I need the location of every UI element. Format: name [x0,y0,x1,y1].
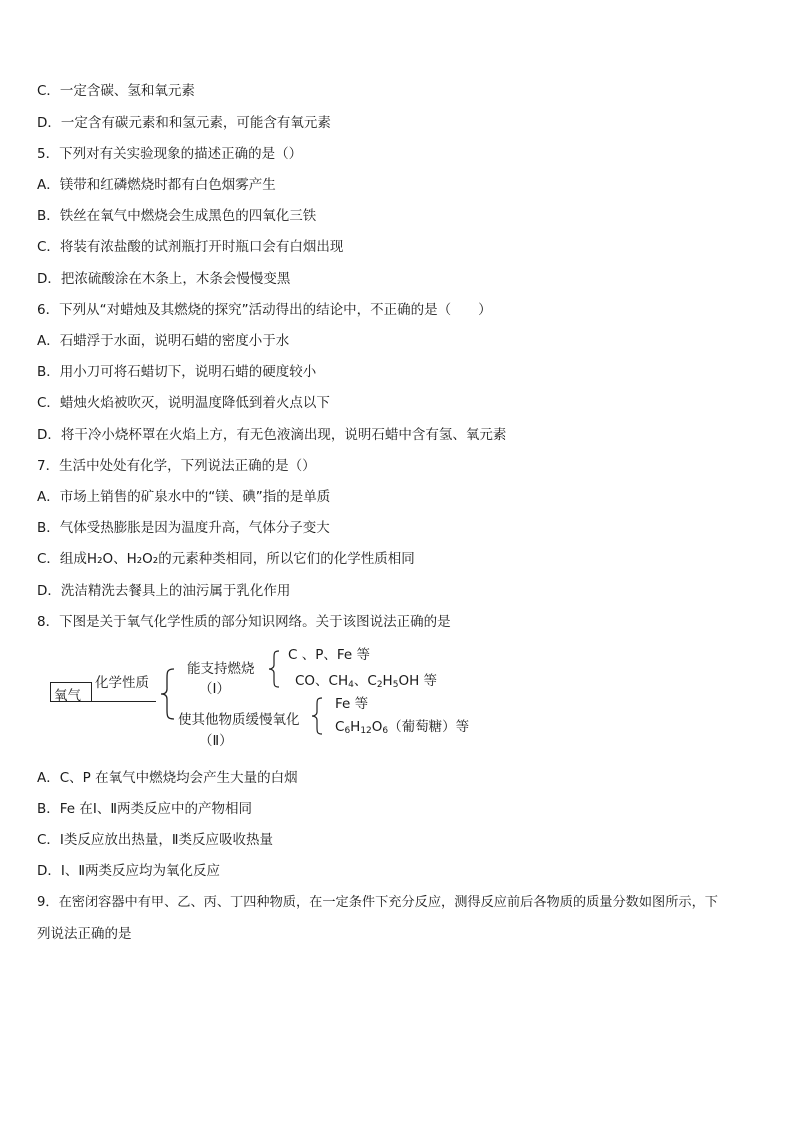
option-c-q8: C．Ⅰ类反应放出热量，Ⅱ类反应吸收热量 [37,832,274,848]
option-d-q5: D．把浓硫酸涂在木条上，木条会慢慢变黑 [37,271,291,287]
option-c-q4: C．一定含碳、氢和氧元素 [37,83,195,99]
diagram-sub1-item1: C 、P、Fe 等 [288,647,370,663]
question-5: 5．下列对有关实验现象的描述正确的是（） [37,146,303,162]
diagram-sub2-brace [311,697,323,735]
option-a-q7: A．市场上销售的矿泉水中的“镁、碘”指的是单质 [37,489,331,505]
option-b-q6: B．用小刀可将石蜡切下，说明石蜡的硬度较小 [37,364,317,380]
diagram-sub2-label: 使其他物质缓慢氧化 [178,712,300,728]
diagram-connector-line [92,701,156,702]
diagram-root-box [50,682,92,702]
option-c-q6: C．蜡烛火焰被吹灭，说明温度降低到着火点以下 [37,395,330,411]
option-b-q8: B．Fe 在Ⅰ、Ⅱ两类反应中的产物相同 [37,801,253,817]
diagram-main-brace [160,668,176,720]
option-a-q8: A．C、P 在氧气中燃烧均会产生大量的白烟 [37,770,298,786]
option-d-q6: D．将干冷小烧杯罩在火焰上方，有无色液滴出现，说明石蜡中含有氢、氧元素 [37,427,507,443]
diagram-sub2-index: （Ⅱ） [199,733,233,749]
option-b-q5: B．铁丝在氧气中燃烧会生成黑色的四氧化三铁 [37,208,317,224]
option-d-q8: D．Ⅰ、Ⅱ两类反应均为氧化反应 [37,863,221,879]
diagram-sub2-item2: $C_6H_{12}O_6$（葡萄糖）等 [335,719,470,736]
question-9: 9．在密闭容器中有甲、乙、丙、丁四种物质，在一定条件下充分反应，测得反应前后各物质的质量分数如图所示，下 [37,895,718,910]
option-d-q7: D．洗洁精洗去餐具上的油污属于乳化作用 [37,583,291,599]
option-a-q5: A．镁带和红磷燃烧时都有白色烟雾产生 [37,177,276,193]
question-7: 7．生活中处处有化学，下列说法正确的是（） [37,458,316,474]
diagram-sub1-label: 能支持燃烧 [187,661,255,677]
diagram-sub1-brace [268,650,280,688]
diagram-branch-label: 化学性质 [95,675,149,691]
question-6: 6．下列从“对蜡烛及其燃烧的探究”活动得出的结论中，不正确的是（ ） [37,302,492,318]
option-c-q7: C．组成H₂O、H₂O₂的元素种类相同，所以它们的化学性质相同 [37,551,415,567]
diagram-root-label: 氧气 [54,688,81,704]
diagram-sub1-index: （Ⅰ） [199,681,230,697]
diagram-sub2-item1: Fe 等 [335,696,369,712]
question-8: 8．下图是关于氧气化学性质的部分知识网络。关于该图说法正确的是 [37,614,451,630]
diagram-sub1-item2: CO、$CH_4$、$C_2H_5OH$ 等 [295,673,438,690]
option-d-q4: D．一定含有碳元素和和氢元素，可能含有氧元素 [37,115,331,131]
question-9-cont: 列说法正确的是 [37,926,132,942]
option-b-q7: B．气体受热膨胀是因为温度升高，气体分子变大 [37,520,330,536]
option-a-q6: A．石蜡浮于水面，说明石蜡的密度小于水 [37,333,290,349]
option-c-q5: C．将装有浓盐酸的试剂瓶打开时瓶口会有白烟出现 [37,239,344,255]
